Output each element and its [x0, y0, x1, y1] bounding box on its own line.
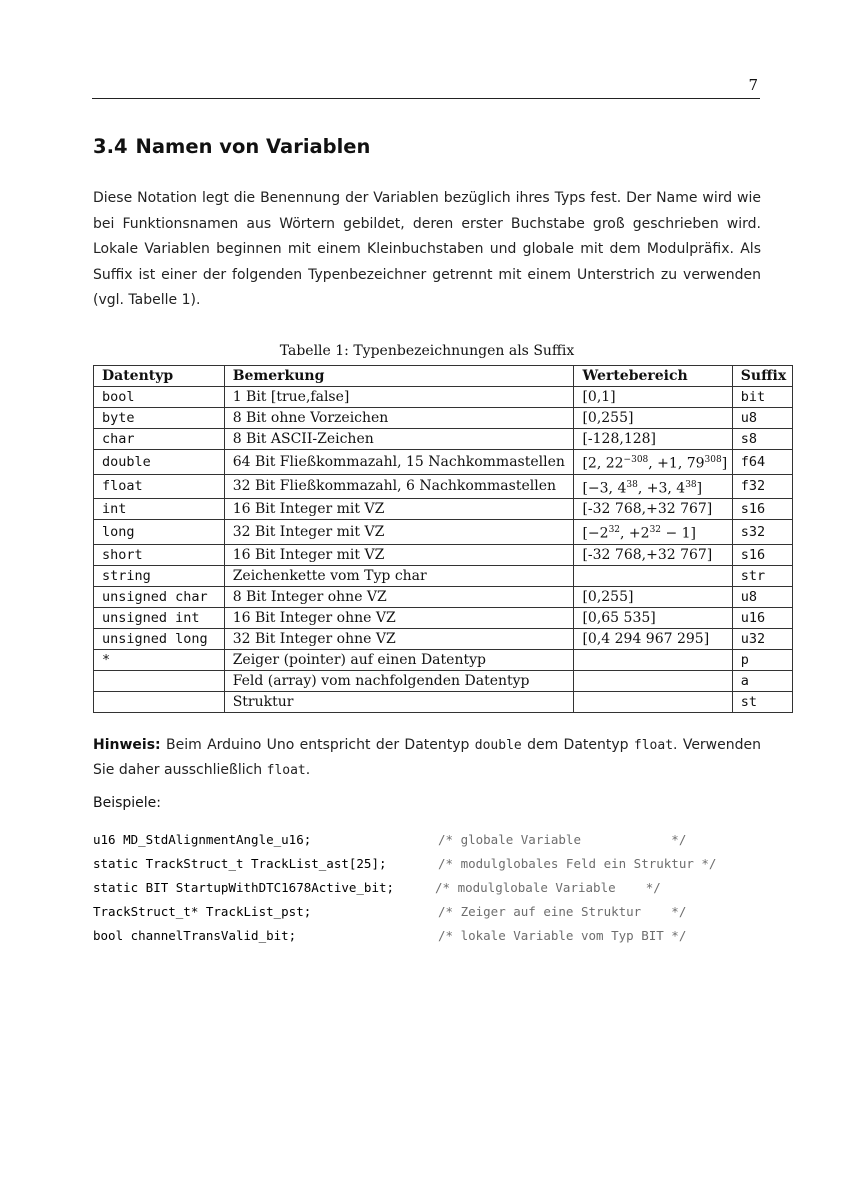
hint-code-double: double — [474, 738, 522, 753]
cell-suffix: f32 — [732, 474, 792, 499]
exponent: 38 — [626, 479, 638, 490]
cell-datentyp: * — [94, 649, 225, 670]
hint-text: . Verwenden Sie daher ausschließlich — [93, 737, 761, 778]
cell-wertebereich — [574, 691, 732, 712]
cell-wertebereich: [0,4 294 967 295] — [574, 628, 732, 649]
cell-bemerkung: Struktur — [224, 691, 574, 712]
exponent: −308 — [623, 455, 649, 465]
table-row — [94, 670, 793, 691]
cell-wertebereich: [$-2^{32}$, $+2^{32} - 1$] — [574, 520, 732, 545]
cell-bemerkung: 32 Bit Integer ohne VZ — [224, 628, 574, 649]
section-title: Namen von Variablen — [135, 135, 371, 158]
code-comment: /* Zeiger auf eine Struktur */ — [438, 904, 687, 919]
cell-datentyp: double — [94, 450, 225, 475]
code-line — [93, 900, 783, 924]
table-row — [94, 565, 793, 586]
cell-datentyp: float — [94, 474, 225, 499]
hint-paragraph — [93, 733, 761, 783]
cell-suffix: s16 — [732, 544, 792, 565]
cell-suffix: f64 — [732, 450, 792, 475]
code-statement: bool channelTransValid_bit; — [93, 928, 297, 943]
table-row — [94, 387, 793, 408]
cell-wertebereich: [−3, $4^{38}$, +3, $4^{38}$] — [574, 474, 732, 499]
column-header-wertebereich: Wertebereich — [574, 366, 732, 387]
cell-wertebereich — [574, 670, 732, 691]
column-header-bemerkung: Bemerkung — [224, 366, 574, 387]
table-row — [94, 474, 793, 499]
cell-wertebereich — [574, 565, 732, 586]
cell-bemerkung: 8 Bit ohne Vorzeichen — [224, 408, 574, 429]
cell-bemerkung: 16 Bit Integer ohne VZ — [224, 607, 574, 628]
table-row — [94, 499, 793, 520]
cell-wertebereich — [574, 649, 732, 670]
column-header-suffix: Suffix — [732, 366, 792, 387]
table-row — [94, 429, 793, 450]
cell-wertebereich: [-32 768,+32 767] — [574, 499, 732, 520]
section-heading — [93, 135, 370, 158]
page-number: 7 — [748, 76, 758, 94]
cell-bemerkung: 8 Bit Integer ohne VZ — [224, 586, 574, 607]
table-row — [94, 691, 793, 712]
cell-suffix: str — [732, 565, 792, 586]
table-row — [94, 408, 793, 429]
cell-datentyp: char — [94, 429, 225, 450]
cell-wertebereich: [2, $22^{-308}$, +1, $79^{308}$] — [574, 450, 732, 475]
code-line — [93, 828, 783, 852]
cell-bemerkung: 8 Bit ASCII-Zeichen — [224, 429, 574, 450]
code-examples — [93, 828, 783, 948]
hint-text: dem Datentyp — [521, 737, 634, 753]
table-row — [94, 450, 793, 475]
hint-text: Beim Arduino Uno entspricht der Datentyp — [160, 737, 475, 753]
cell-bemerkung: Feld (array) vom nachfolgenden Datentyp — [224, 670, 574, 691]
cell-suffix: s16 — [732, 499, 792, 520]
cell-suffix: u32 — [732, 628, 792, 649]
column-header-datentyp: Datentyp — [94, 366, 225, 387]
code-line — [93, 876, 783, 900]
cell-suffix: u8 — [732, 408, 792, 429]
table-row — [94, 628, 793, 649]
code-comment: /* modulglobales Feld ein Struktur */ — [438, 856, 717, 871]
cell-suffix: s32 — [732, 520, 792, 545]
table-body — [94, 387, 793, 713]
cell-datentyp: int — [94, 499, 225, 520]
hint-text: . — [305, 762, 311, 778]
cell-suffix: st — [732, 691, 792, 712]
table-row — [94, 607, 793, 628]
cell-datentyp: long — [94, 520, 225, 545]
hint-code-float: float — [266, 763, 306, 778]
cell-bemerkung: Zeichenkette vom Typ char — [224, 565, 574, 586]
table-caption: Tabelle 1: Typenbezeichnungen als Suffix — [279, 343, 575, 359]
code-statement: TrackStruct_t* TrackList_pst; — [93, 904, 312, 919]
type-suffix-table — [93, 365, 793, 713]
cell-datentyp: byte — [94, 408, 225, 429]
code-line — [93, 924, 783, 948]
code-statement: static BIT StartupWithDTC1678Active_bit; — [93, 880, 395, 895]
exponent: 32 — [649, 525, 662, 536]
table-row — [94, 649, 793, 670]
cell-suffix: u8 — [732, 586, 792, 607]
cell-suffix: s8 — [732, 429, 792, 450]
cell-wertebereich: [0,255] — [574, 408, 732, 429]
cell-datentyp: string — [94, 565, 225, 586]
code-statement: static TrackStruct_t TrackList_ast[25]; — [93, 856, 387, 871]
table-row — [94, 520, 793, 545]
cell-suffix: p — [732, 649, 792, 670]
code-line — [93, 852, 783, 876]
cell-bemerkung: 16 Bit Integer mit VZ — [224, 544, 574, 565]
cell-bemerkung: Zeiger (pointer) auf einen Datentyp — [224, 649, 574, 670]
exponent: 308 — [704, 455, 722, 465]
intro-paragraph: Diese Notation legt die Benennung der Variablen bezüglich ihres Typs fest. Der Name wird wie bei Funktionsnamen aus Wörtern gebildet, deren erster Buchstabe groß geschrieben wird. Lokale Variablen beginnen mit einem Kleinbuchstaben und globale mit dem Modulpräfix. Als Suffix ist einer der folgenden Typenbezeichner getrennt mit einem Unterstrich zu verwenden (vgl. Tabelle 1). — [93, 190, 761, 308]
code-comment: /* lokale Variable vom Typ BIT */ — [438, 928, 687, 943]
cell-datentyp: unsigned long — [94, 628, 225, 649]
cell-bemerkung: 32 Bit Integer mit VZ — [224, 520, 574, 545]
cell-datentyp: unsigned int — [94, 607, 225, 628]
table-header-row — [94, 366, 793, 387]
exponent: 32 — [608, 525, 621, 536]
cell-wertebereich: [0,1] — [574, 387, 732, 408]
cell-suffix: a — [732, 670, 792, 691]
code-statement: u16 MD_StdAlignmentAngle_u16; — [93, 832, 312, 847]
cell-datentyp — [94, 691, 225, 712]
cell-bemerkung: 64 Bit Fließkommazahl, 15 Nachkommastellen — [224, 450, 574, 475]
code-comment: /* modulglobale Variable */ — [435, 880, 661, 895]
cell-wertebereich: [0,65 535] — [574, 607, 732, 628]
hint-code-float: float — [633, 738, 674, 753]
cell-bemerkung: 16 Bit Integer mit VZ — [224, 499, 574, 520]
section-number: 3.4 — [93, 135, 128, 158]
cell-wertebereich: [-32 768,+32 767] — [574, 544, 732, 565]
cell-bemerkung: 32 Bit Fließkommazahl, 6 Nachkommastellen — [224, 474, 574, 499]
cell-bemerkung: 1 Bit [true,false] — [224, 387, 574, 408]
cell-suffix: bit — [732, 387, 792, 408]
exponent: 38 — [685, 479, 697, 490]
cell-datentyp — [94, 670, 225, 691]
cell-suffix: u16 — [732, 607, 792, 628]
code-comment: /* globale Variable */ — [438, 832, 687, 847]
examples-label: Beispiele: — [93, 795, 162, 811]
header-rule — [92, 98, 760, 99]
hint-label: Hinweis: — [93, 737, 161, 753]
cell-datentyp: bool — [94, 387, 225, 408]
cell-wertebereich: [-128,128] — [574, 429, 732, 450]
cell-datentyp: unsigned char — [94, 586, 225, 607]
cell-datentyp: short — [94, 544, 225, 565]
table-row — [94, 544, 793, 565]
table-row — [94, 586, 793, 607]
cell-wertebereich: [0,255] — [574, 586, 732, 607]
